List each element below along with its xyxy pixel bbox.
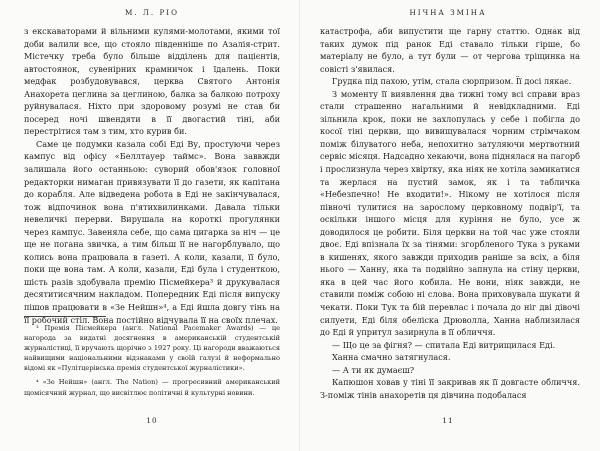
paragraph: Саме це подумки казала собі Еді Ву, простуючи через кампус від офісу «Беллтауер таймс». Вона заввжди залишала його останньою: суворий обов'язок головної редакторки нимаган привязувати її до газети, як капітана до корабля. Але відведена робота в Еді не закінчувалася, тож відпочинок вона п'ятихвилинками. Давала тільки невеличкі перерви. Вирушала на короткі прогулянки через кампус. Завеняла себе, що сама цигарка за ніч — це ще не погана звичка, а тим більш її не нагорблувало, що колись вона працювала в газеті. А коли, казали, її було, поки ще вона там. А коли, казали, Еді була і студенткою, шість разів здобувала премію Пісмейкера³ й друкувалася десятитисячним накладом. Попередник Еді після випуску пішов працювати в «Зе Нейшн»⁴, а Еді йшла довгу тінь на її робочий стіл. Вона постійно відчувала її на своїх плечах. [24, 138, 280, 325]
dialogue-line: — А ти як думаєш? [332, 364, 415, 375]
running-header-title: НІЧНА ЗМІНА [409, 8, 487, 17]
left-page-body [24, 25, 280, 326]
footnotes [24, 323, 280, 402]
paragraph: Грудка під пахою, утім, стала сюрпризом. Її досі лякає. [332, 76, 572, 87]
footnote: ⁴ «Зе Нейшн» (англ. The Nation) — прогресивний американський щомісячний журнал, що висвітлює політичні й культурні новини. [24, 378, 280, 397]
running-header-author: М. Л. РІО [124, 8, 180, 17]
paragraph: Ханна смачно затягнулася. [332, 352, 451, 363]
paragraph: З моменту її виявлення два тижні тому всі справи враз стали страшенно нагальними й невідкладними. Еді зільнила крок, поки не захлопулась у себе і побігла до косої тіні церкви, що вивищувалася чорним стрімчаком поміж білуватого неба, непохитно затуляючи мертвотний сервіс місяця. Надсадно хекаючи, вона піднялася на пагорб і прослизнула через хвіртку, яка ніяк не хотіла замикатися та жерлася на пустий замок, як і та табличка «Небезпечно! Не входити!». Нікому не хотілося після півночі тулитися на зарослому церковному подвір'ї, та оскільки іншого місця для куріння не було, усе ж доводилося це робити. Біля церкви на той час уже стояли двоє. Еді впізнала їх за тінями: згорбленого Тука з руками в кишенях, якого завжди приходив раніше за всіх, а біля нього — Ханну, яка та подвійно запнула на стіну церкви, яка в цей час його кобила. Не вони, ніяк завжди, не ставили поміж собою ні слова. Вона приховувала шукати й чекати. Поки Тук та бій перевлас і почала до ніг дві дівочі силуети, Еді біля обеліска Дрюволла, Ханна наблизилася до Еді й упритул зазирнула в її обличчя. [320, 88, 581, 338]
paragraph: з екскаваторами й вільними кулями-молотами, якими тої доби валили все, що стояло південніше по Азалія-стрит. Містечку треба було більше відділень для пацієнтів, автостоянок, сувенірних крамничок і їдалень. Поки медфак розбудовувався, церква Святого Антонія Анахорета цеглина за цеглиною, балка за балкою потроху руйнувалася. Ніхто при здоровому розумі не став би посеред ночі швендяти в її двогастий тіні, аби перестрітися там з тим, хто курив би. [24, 26, 280, 137]
dialogue-line: — Що це за фігня? — спитала Еді витрищилася Еді. [332, 339, 556, 350]
right-page [300, 0, 600, 451]
page-number: 10 [146, 416, 158, 425]
paragraph: Капюшон ховав у тіні її закривав як її довгасте обличчя. З-поміж тінів анахоретів ця дівчина подобалася [320, 377, 580, 400]
paragraph: катастрофа, аби випустити ще гарну статтю. Однак від таких думок під ранок Еді ставало тільки гірше, бо матеріалу не було, а тут були — от чергова тріщинка на совісті з'явилася. [320, 26, 580, 74]
footnote: ³ Премія Пісмейкера (англ. National Pacemaker Awards) — це нагорода за видатні досягнення в американській студентській журналістиці, її вручають щорічно з 1927 року. Ці нагороди вважаються найвищими національними відзнаками у своїй галузі й неформально відомі як «Пулітцерівська премія студентської журналістики». [24, 324, 280, 373]
page-number: 11 [442, 416, 454, 425]
footnote-divider [24, 316, 106, 317]
right-page-body [320, 25, 580, 401]
